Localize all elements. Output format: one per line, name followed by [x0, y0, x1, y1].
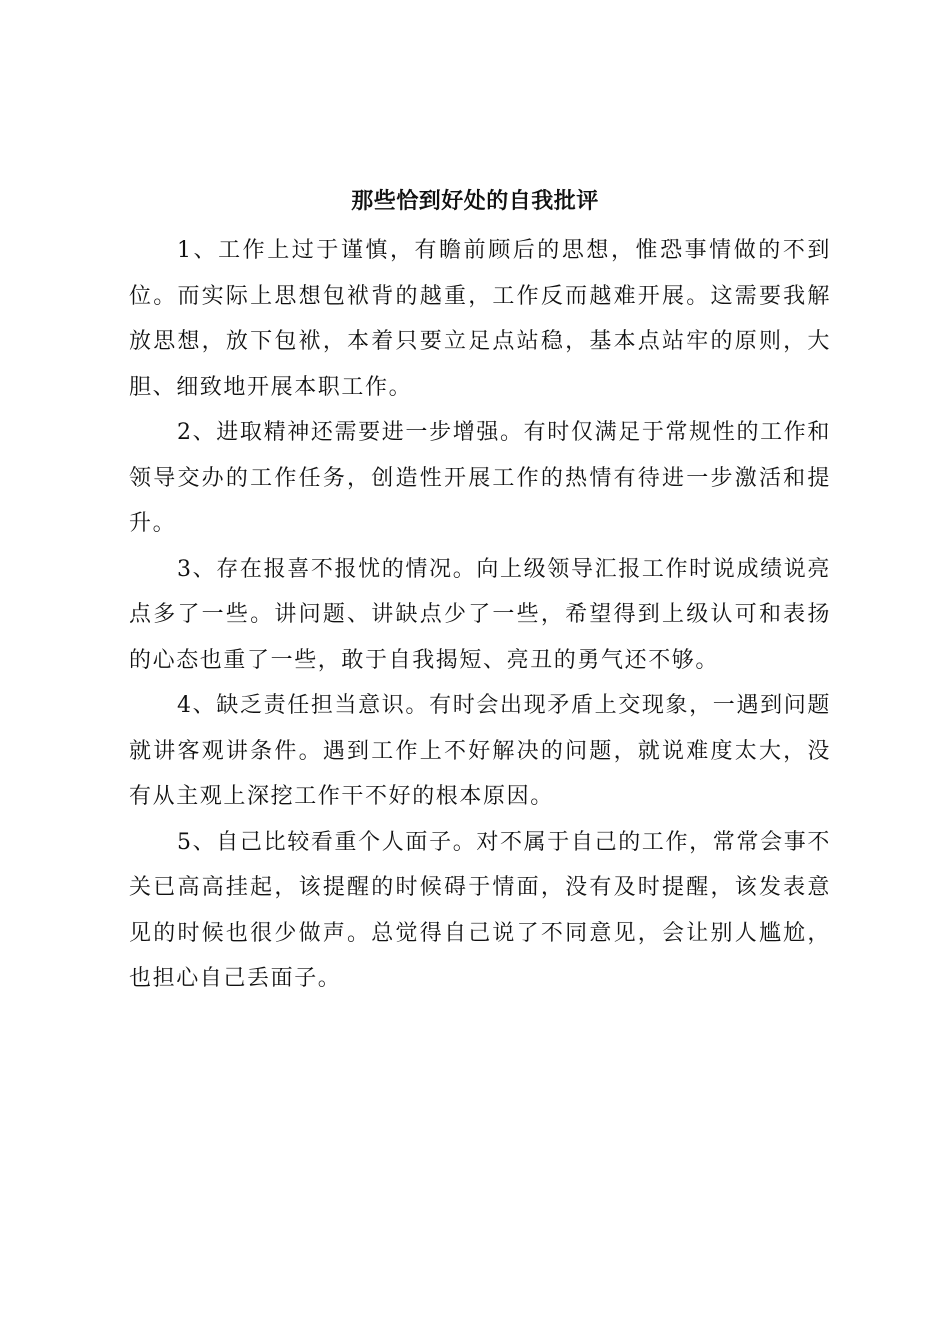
document-title: 那些恰到好处的自我批评	[351, 188, 599, 214]
paragraph-5: 5、自己比较看重个人面子。对不属于自己的工作，常常会事不关已高高挂起，该提醒的时候碍于情面，没有及时提醒，该发表意见的时候也很少做声。总觉得自己说了不同意见，会让别人尴尬，也担心自己丢面子。	[129, 829, 831, 991]
document-body	[129, 228, 831, 1002]
paragraph-1: 1、工作上过于谨慎，有瞻前顾后的思想，惟恐事情做的不到位。而实际上思想包袱背的越重，工作反而越难开展。这需要我解放思想，放下包袱，本着只要立足点站稳，基本点站牢的原则，大胆、细致地开展本职工作。	[129, 238, 831, 400]
paragraph-4: 4、缺乏责任担当意识。有时会出现矛盾上交现象，一遇到问题就讲客观讲条件。遇到工作上不好解决的问题，就说难度太大，没有从主观上深挖工作干不好的根本原因。	[129, 693, 831, 809]
paragraph-3: 3、存在报喜不报忧的情况。向上级领导汇报工作时说成绩说亮点多了一些。讲问题、讲缺点少了一些，希望得到上级认可和表扬的心态也重了一些，敢于自我揭短、亮丑的勇气还不够。	[129, 556, 831, 673]
paragraph-2: 2、进取精神还需要进一步增强。有时仅满足于常规性的工作和领导交办的工作任务，创造性开展工作的热情有待进一步激活和提升。	[129, 420, 831, 536]
